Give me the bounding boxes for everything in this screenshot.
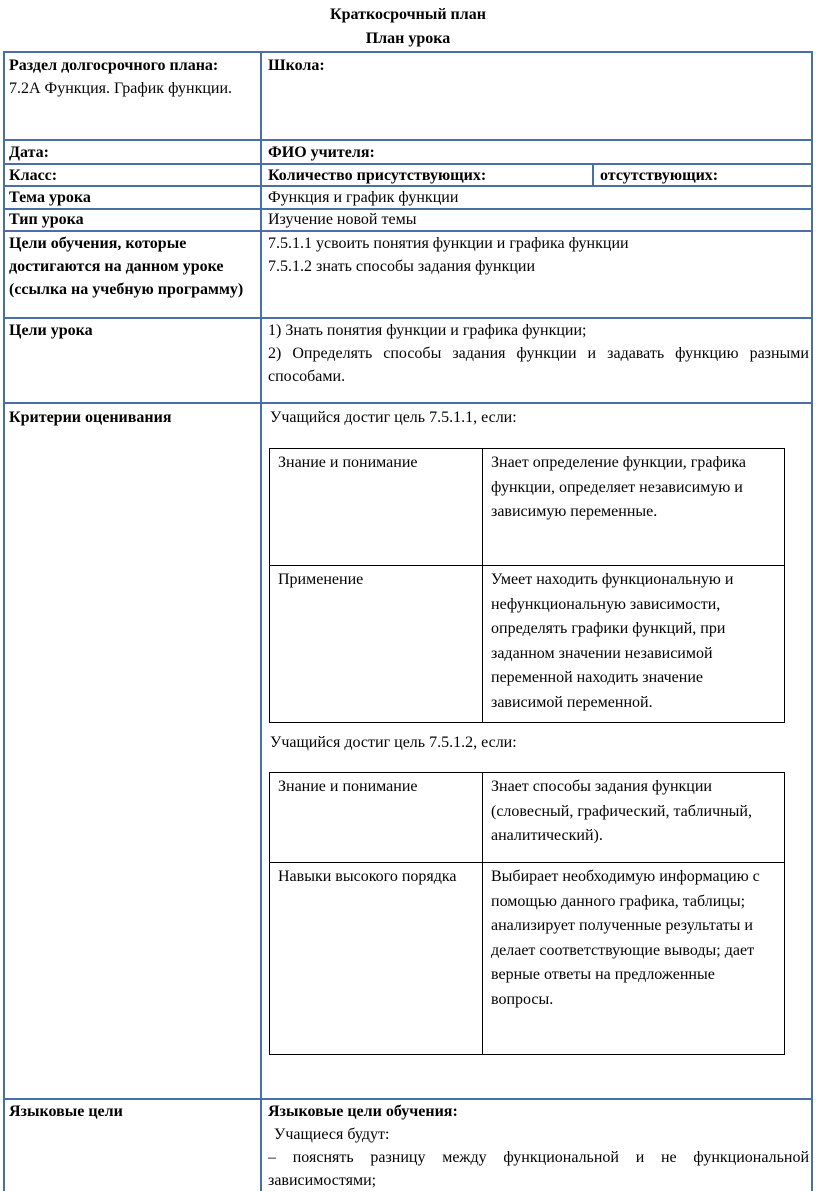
criteria-intro-2: Учащийся достиг цель 7.5.1.2, если:	[270, 734, 517, 751]
school-label: Школа:	[268, 57, 325, 74]
criteria-table-1	[269, 448, 785, 723]
criteria-level: Знание и понимание	[270, 449, 483, 566]
page-title: Краткосрочный план	[330, 6, 486, 23]
date-label: Дата:	[9, 144, 49, 161]
criteria-level: Навыки высокого порядка	[270, 863, 483, 1055]
goal-item: 1) Знать понятия функции и графика функции;	[268, 322, 587, 339]
teacher-label: ФИО учителя:	[268, 144, 375, 161]
criteria-level: Применение	[270, 566, 483, 723]
table-row	[270, 863, 785, 1055]
criteria-label: Критерии оценивания	[9, 409, 172, 426]
present-label: Количество присутствующих:	[268, 167, 487, 184]
section-cell	[9, 54, 254, 100]
objective-item: 7.5.1.2 знать способы задания функции	[268, 258, 536, 275]
objectives-list	[268, 232, 803, 278]
criteria-desc: Знает определение функции, графика функции, определяет независимую и зависимую переменные.	[483, 449, 785, 566]
section-label: Раздел долгосрочного плана:	[9, 57, 219, 74]
lesson-goals-label: Цели урока	[9, 322, 93, 339]
section-value: 7.2А Функция. График функции.	[9, 80, 233, 97]
criteria-desc: Знает способы задания функции (словесный, графический, табличный, аналитический).	[483, 773, 785, 863]
table-row	[270, 773, 785, 863]
language-goals	[268, 1100, 809, 1192]
absent-label: отсутствующих:	[600, 167, 719, 184]
table-row	[270, 449, 785, 566]
criteria-desc: Умеет находить функциональную и нефункциональную зависимости, определять графики функций, при заданном значении независимой переменной находить значение зависимой переменной.	[483, 566, 785, 723]
criteria-intro-1: Учащийся достиг цель 7.5.1.1, если:	[270, 409, 517, 426]
topic-label: Тема урока	[9, 189, 91, 206]
class-label: Класс:	[9, 167, 58, 184]
criteria-table-2	[269, 772, 785, 1055]
criteria-desc: Выбирает необходимую информацию с помощью данного графика, таблицы; анализирует полученные результаты и делает соответствующие выводы; дает верные ответы на предложенные вопросы.	[483, 863, 785, 1055]
language-students: Учащиеся будут:	[274, 1126, 390, 1143]
table-row	[270, 566, 785, 723]
goal-item: 2) Определять способы задания функции и задавать функцию разными способами.	[268, 345, 809, 385]
lesson-goals-list	[268, 319, 809, 388]
criteria-level: Знание и понимание	[270, 773, 483, 863]
topic-value: Функция и график функции	[268, 189, 459, 206]
language-heading: Языковые цели обучения:	[268, 1103, 458, 1120]
page-subtitle: План урока	[365, 30, 451, 47]
language-item: – пояснять разницу между функциональной и не функциональной зависимостями;	[268, 1149, 809, 1189]
type-value: Изучение новой темы	[268, 211, 417, 228]
type-label: Тип урока	[9, 211, 84, 228]
objectives-label: Цели обучения, которые достигаются на данном уроке (ссылка на учебную программу)	[9, 235, 244, 298]
language-label: Языковые цели	[9, 1103, 123, 1120]
objective-item: 7.5.1.1 усвоить понятия функции и графика функции	[268, 235, 629, 252]
